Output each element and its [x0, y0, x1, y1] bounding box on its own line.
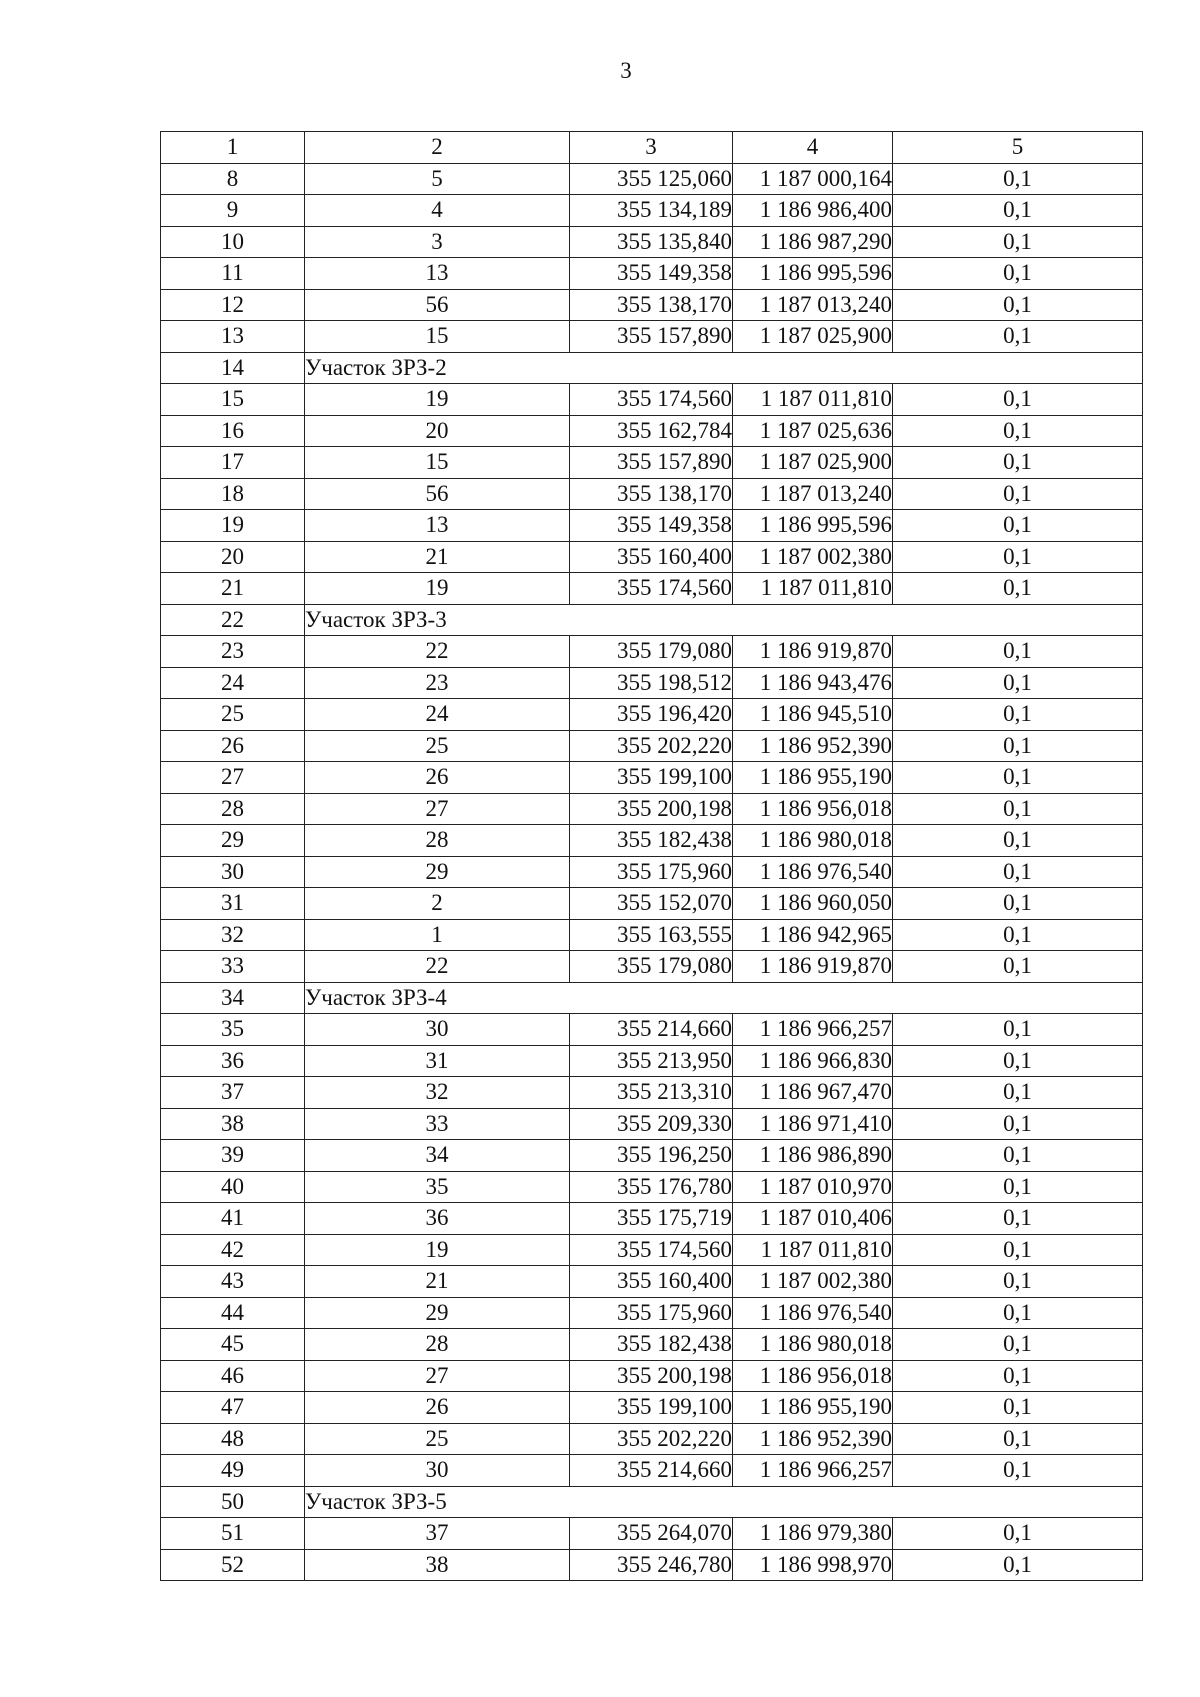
header-cell-2: 2 [305, 132, 570, 164]
accuracy-cell: 0,1 [893, 478, 1143, 510]
point-number-cell: 33 [305, 1108, 570, 1140]
accuracy-cell: 0,1 [893, 1108, 1143, 1140]
accuracy-cell: 0,1 [893, 1140, 1143, 1172]
x-coordinate-cell: 355 152,070 [570, 888, 733, 920]
y-coordinate-cell: 1 186 987,290 [733, 226, 893, 258]
x-coordinate-cell: 355 160,400 [570, 1266, 733, 1298]
row-number-cell: 12 [161, 289, 305, 321]
y-coordinate-cell: 1 186 995,596 [733, 258, 893, 290]
table-row [161, 1140, 1143, 1172]
table-row [161, 919, 1143, 951]
x-coordinate-cell: 355 182,438 [570, 1329, 733, 1361]
point-number-cell: 56 [305, 289, 570, 321]
row-number-cell: 43 [161, 1266, 305, 1298]
x-coordinate-cell: 355 174,560 [570, 1234, 733, 1266]
point-number-cell: 27 [305, 1360, 570, 1392]
accuracy-cell: 0,1 [893, 888, 1143, 920]
row-number-cell: 41 [161, 1203, 305, 1235]
y-coordinate-cell: 1 186 966,830 [733, 1045, 893, 1077]
table-row [161, 163, 1143, 195]
x-coordinate-cell: 355 157,890 [570, 447, 733, 479]
point-number-cell: 21 [305, 1266, 570, 1298]
accuracy-cell: 0,1 [893, 1234, 1143, 1266]
table-row [161, 793, 1143, 825]
row-number-cell: 50 [161, 1486, 305, 1518]
coordinates-table-body [161, 132, 1143, 1581]
point-number-cell: 28 [305, 825, 570, 857]
point-number-cell: 21 [305, 541, 570, 573]
row-number-cell: 51 [161, 1518, 305, 1550]
accuracy-cell: 0,1 [893, 825, 1143, 857]
accuracy-cell: 0,1 [893, 195, 1143, 227]
x-coordinate-cell: 355 138,170 [570, 289, 733, 321]
x-coordinate-cell: 355 264,070 [570, 1518, 733, 1550]
header-cell-3: 3 [570, 132, 733, 164]
point-number-cell: 29 [305, 1297, 570, 1329]
accuracy-cell: 0,1 [893, 1392, 1143, 1424]
accuracy-cell: 0,1 [893, 1297, 1143, 1329]
point-number-cell: 22 [305, 951, 570, 983]
x-coordinate-cell: 355 174,560 [570, 573, 733, 605]
table-row [161, 226, 1143, 258]
x-coordinate-cell: 355 199,100 [570, 1392, 733, 1424]
x-coordinate-cell: 355 176,780 [570, 1171, 733, 1203]
point-number-cell: 25 [305, 1423, 570, 1455]
y-coordinate-cell: 1 187 025,900 [733, 321, 893, 353]
section-row [161, 352, 1143, 384]
section-row [161, 982, 1143, 1014]
y-coordinate-cell: 1 186 980,018 [733, 825, 893, 857]
x-coordinate-cell: 355 174,560 [570, 384, 733, 416]
y-coordinate-cell: 1 186 980,018 [733, 1329, 893, 1361]
row-number-cell: 38 [161, 1108, 305, 1140]
header-cell-5: 5 [893, 132, 1143, 164]
accuracy-cell: 0,1 [893, 1014, 1143, 1046]
point-number-cell: 19 [305, 384, 570, 416]
table-row [161, 1360, 1143, 1392]
y-coordinate-cell: 1 186 998,970 [733, 1549, 893, 1581]
accuracy-cell: 0,1 [893, 1455, 1143, 1487]
point-number-cell: 29 [305, 856, 570, 888]
table-row [161, 1203, 1143, 1235]
x-coordinate-cell: 355 160,400 [570, 541, 733, 573]
accuracy-cell: 0,1 [893, 1518, 1143, 1550]
row-number-cell: 52 [161, 1549, 305, 1581]
row-number-cell: 30 [161, 856, 305, 888]
point-number-cell: 26 [305, 762, 570, 794]
row-number-cell: 15 [161, 384, 305, 416]
point-number-cell: 36 [305, 1203, 570, 1235]
y-coordinate-cell: 1 186 952,390 [733, 1423, 893, 1455]
x-coordinate-cell: 355 175,960 [570, 856, 733, 888]
table-row [161, 1077, 1143, 1109]
point-number-cell: 19 [305, 573, 570, 605]
table-row [161, 573, 1143, 605]
row-number-cell: 19 [161, 510, 305, 542]
y-coordinate-cell: 1 186 971,410 [733, 1108, 893, 1140]
table-row [161, 195, 1143, 227]
row-number-cell: 8 [161, 163, 305, 195]
point-number-cell: 31 [305, 1045, 570, 1077]
table-row [161, 1455, 1143, 1487]
point-number-cell: 24 [305, 699, 570, 731]
x-coordinate-cell: 355 149,358 [570, 258, 733, 290]
accuracy-cell: 0,1 [893, 226, 1143, 258]
accuracy-cell: 0,1 [893, 667, 1143, 699]
table-row [161, 730, 1143, 762]
x-coordinate-cell: 355 175,960 [570, 1297, 733, 1329]
accuracy-cell: 0,1 [893, 762, 1143, 794]
point-number-cell: 37 [305, 1518, 570, 1550]
table-row [161, 856, 1143, 888]
point-number-cell: 38 [305, 1549, 570, 1581]
point-number-cell: 4 [305, 195, 570, 227]
point-number-cell: 5 [305, 163, 570, 195]
x-coordinate-cell: 355 246,780 [570, 1549, 733, 1581]
y-coordinate-cell: 1 186 919,870 [733, 636, 893, 668]
section-label-cell: Участок ЗРЗ-2 [305, 352, 1143, 384]
accuracy-cell: 0,1 [893, 1423, 1143, 1455]
row-number-cell: 17 [161, 447, 305, 479]
table-row [161, 1266, 1143, 1298]
section-row [161, 604, 1143, 636]
accuracy-cell: 0,1 [893, 289, 1143, 321]
point-number-cell: 56 [305, 478, 570, 510]
accuracy-cell: 0,1 [893, 541, 1143, 573]
row-number-cell: 40 [161, 1171, 305, 1203]
accuracy-cell: 0,1 [893, 636, 1143, 668]
section-row [161, 1486, 1143, 1518]
accuracy-cell: 0,1 [893, 510, 1143, 542]
x-coordinate-cell: 355 134,189 [570, 195, 733, 227]
table-row [161, 447, 1143, 479]
x-coordinate-cell: 355 138,170 [570, 478, 733, 510]
table-header-row [161, 132, 1143, 164]
point-number-cell: 20 [305, 415, 570, 447]
x-coordinate-cell: 355 196,420 [570, 699, 733, 731]
row-number-cell: 44 [161, 1297, 305, 1329]
accuracy-cell: 0,1 [893, 793, 1143, 825]
y-coordinate-cell: 1 186 919,870 [733, 951, 893, 983]
accuracy-cell: 0,1 [893, 163, 1143, 195]
table-row [161, 478, 1143, 510]
y-coordinate-cell: 1 187 011,810 [733, 573, 893, 605]
y-coordinate-cell: 1 187 013,240 [733, 289, 893, 321]
point-number-cell: 19 [305, 1234, 570, 1266]
x-coordinate-cell: 355 179,080 [570, 636, 733, 668]
point-number-cell: 27 [305, 793, 570, 825]
page-number: 3 [620, 58, 632, 83]
y-coordinate-cell: 1 186 943,476 [733, 667, 893, 699]
x-coordinate-cell: 355 200,198 [570, 1360, 733, 1392]
point-number-cell: 13 [305, 510, 570, 542]
point-number-cell: 34 [305, 1140, 570, 1172]
y-coordinate-cell: 1 186 979,380 [733, 1518, 893, 1550]
row-number-cell: 21 [161, 573, 305, 605]
y-coordinate-cell: 1 186 956,018 [733, 1360, 893, 1392]
point-number-cell: 30 [305, 1014, 570, 1046]
section-label-cell: Участок ЗРЗ-3 [305, 604, 1143, 636]
x-coordinate-cell: 355 162,784 [570, 415, 733, 447]
section-label-cell: Участок ЗРЗ-4 [305, 982, 1143, 1014]
point-number-cell: 15 [305, 447, 570, 479]
y-coordinate-cell: 1 187 002,380 [733, 541, 893, 573]
row-number-cell: 10 [161, 226, 305, 258]
y-coordinate-cell: 1 186 986,400 [733, 195, 893, 227]
row-number-cell: 18 [161, 478, 305, 510]
row-number-cell: 49 [161, 1455, 305, 1487]
table-row [161, 1423, 1143, 1455]
y-coordinate-cell: 1 187 010,970 [733, 1171, 893, 1203]
x-coordinate-cell: 355 199,100 [570, 762, 733, 794]
row-number-cell: 33 [161, 951, 305, 983]
table-row [161, 321, 1143, 353]
row-number-cell: 28 [161, 793, 305, 825]
table-row [161, 1234, 1143, 1266]
y-coordinate-cell: 1 186 955,190 [733, 762, 893, 794]
point-number-cell: 3 [305, 226, 570, 258]
table-row [161, 258, 1143, 290]
row-number-cell: 25 [161, 699, 305, 731]
x-coordinate-cell: 355 202,220 [570, 730, 733, 762]
x-coordinate-cell: 355 135,840 [570, 226, 733, 258]
x-coordinate-cell: 355 209,330 [570, 1108, 733, 1140]
accuracy-cell: 0,1 [893, 1077, 1143, 1109]
table-row [161, 415, 1143, 447]
y-coordinate-cell: 1 187 013,240 [733, 478, 893, 510]
x-coordinate-cell: 355 175,719 [570, 1203, 733, 1235]
y-coordinate-cell: 1 187 010,406 [733, 1203, 893, 1235]
table-row [161, 1108, 1143, 1140]
y-coordinate-cell: 1 186 976,540 [733, 1297, 893, 1329]
row-number-cell: 34 [161, 982, 305, 1014]
table-row [161, 762, 1143, 794]
header-cell-1: 1 [161, 132, 305, 164]
y-coordinate-cell: 1 186 960,050 [733, 888, 893, 920]
y-coordinate-cell: 1 186 956,018 [733, 793, 893, 825]
x-coordinate-cell: 355 125,060 [570, 163, 733, 195]
accuracy-cell: 0,1 [893, 951, 1143, 983]
accuracy-cell: 0,1 [893, 1045, 1143, 1077]
accuracy-cell: 0,1 [893, 321, 1143, 353]
table-row [161, 636, 1143, 668]
row-number-cell: 46 [161, 1360, 305, 1392]
accuracy-cell: 0,1 [893, 856, 1143, 888]
row-number-cell: 37 [161, 1077, 305, 1109]
header-cell-4: 4 [733, 132, 893, 164]
y-coordinate-cell: 1 186 952,390 [733, 730, 893, 762]
row-number-cell: 42 [161, 1234, 305, 1266]
x-coordinate-cell: 355 163,555 [570, 919, 733, 951]
point-number-cell: 25 [305, 730, 570, 762]
x-coordinate-cell: 355 196,250 [570, 1140, 733, 1172]
accuracy-cell: 0,1 [893, 415, 1143, 447]
point-number-cell: 28 [305, 1329, 570, 1361]
row-number-cell: 35 [161, 1014, 305, 1046]
row-number-cell: 36 [161, 1045, 305, 1077]
point-number-cell: 22 [305, 636, 570, 668]
y-coordinate-cell: 1 186 986,890 [733, 1140, 893, 1172]
point-number-cell: 1 [305, 919, 570, 951]
table-row [161, 1549, 1143, 1581]
row-number-cell: 24 [161, 667, 305, 699]
row-number-cell: 22 [161, 604, 305, 636]
table-row [161, 289, 1143, 321]
row-number-cell: 9 [161, 195, 305, 227]
row-number-cell: 23 [161, 636, 305, 668]
row-number-cell: 39 [161, 1140, 305, 1172]
accuracy-cell: 0,1 [893, 1549, 1143, 1581]
y-coordinate-cell: 1 187 011,810 [733, 1234, 893, 1266]
row-number-cell: 14 [161, 352, 305, 384]
accuracy-cell: 0,1 [893, 730, 1143, 762]
table-row [161, 384, 1143, 416]
table-row [161, 541, 1143, 573]
y-coordinate-cell: 1 186 976,540 [733, 856, 893, 888]
accuracy-cell: 0,1 [893, 1360, 1143, 1392]
point-number-cell: 26 [305, 1392, 570, 1424]
row-number-cell: 45 [161, 1329, 305, 1361]
table-row [161, 1014, 1143, 1046]
point-number-cell: 23 [305, 667, 570, 699]
y-coordinate-cell: 1 186 995,596 [733, 510, 893, 542]
y-coordinate-cell: 1 187 000,164 [733, 163, 893, 195]
coordinates-table [160, 131, 1143, 1581]
y-coordinate-cell: 1 187 002,380 [733, 1266, 893, 1298]
row-number-cell: 11 [161, 258, 305, 290]
accuracy-cell: 0,1 [893, 919, 1143, 951]
x-coordinate-cell: 355 200,198 [570, 793, 733, 825]
row-number-cell: 48 [161, 1423, 305, 1455]
table-row [161, 1045, 1143, 1077]
accuracy-cell: 0,1 [893, 699, 1143, 731]
row-number-cell: 13 [161, 321, 305, 353]
y-coordinate-cell: 1 186 945,510 [733, 699, 893, 731]
y-coordinate-cell: 1 186 955,190 [733, 1392, 893, 1424]
row-number-cell: 26 [161, 730, 305, 762]
row-number-cell: 16 [161, 415, 305, 447]
x-coordinate-cell: 355 213,310 [570, 1077, 733, 1109]
x-coordinate-cell: 355 202,220 [570, 1423, 733, 1455]
accuracy-cell: 0,1 [893, 447, 1143, 479]
row-number-cell: 32 [161, 919, 305, 951]
row-number-cell: 31 [161, 888, 305, 920]
y-coordinate-cell: 1 186 966,257 [733, 1455, 893, 1487]
point-number-cell: 2 [305, 888, 570, 920]
accuracy-cell: 0,1 [893, 1329, 1143, 1361]
point-number-cell: 13 [305, 258, 570, 290]
x-coordinate-cell: 355 198,512 [570, 667, 733, 699]
y-coordinate-cell: 1 187 011,810 [733, 384, 893, 416]
point-number-cell: 35 [305, 1171, 570, 1203]
table-row [161, 1329, 1143, 1361]
point-number-cell: 32 [305, 1077, 570, 1109]
table-row [161, 1297, 1143, 1329]
y-coordinate-cell: 1 187 025,900 [733, 447, 893, 479]
accuracy-cell: 0,1 [893, 573, 1143, 605]
y-coordinate-cell: 1 186 942,965 [733, 919, 893, 951]
table-row [161, 888, 1143, 920]
table-row [161, 1518, 1143, 1550]
x-coordinate-cell: 355 149,358 [570, 510, 733, 542]
accuracy-cell: 0,1 [893, 1203, 1143, 1235]
row-number-cell: 20 [161, 541, 305, 573]
row-number-cell: 29 [161, 825, 305, 857]
x-coordinate-cell: 355 214,660 [570, 1455, 733, 1487]
section-label-cell: Участок ЗРЗ-5 [305, 1486, 1143, 1518]
table-row [161, 1392, 1143, 1424]
row-number-cell: 47 [161, 1392, 305, 1424]
y-coordinate-cell: 1 186 967,470 [733, 1077, 893, 1109]
table-row [161, 825, 1143, 857]
x-coordinate-cell: 355 182,438 [570, 825, 733, 857]
table-row [161, 1171, 1143, 1203]
x-coordinate-cell: 355 157,890 [570, 321, 733, 353]
accuracy-cell: 0,1 [893, 258, 1143, 290]
y-coordinate-cell: 1 187 025,636 [733, 415, 893, 447]
table-row [161, 699, 1143, 731]
row-number-cell: 27 [161, 762, 305, 794]
table-row [161, 510, 1143, 542]
accuracy-cell: 0,1 [893, 1266, 1143, 1298]
x-coordinate-cell: 355 214,660 [570, 1014, 733, 1046]
accuracy-cell: 0,1 [893, 1171, 1143, 1203]
point-number-cell: 30 [305, 1455, 570, 1487]
accuracy-cell: 0,1 [893, 384, 1143, 416]
point-number-cell: 15 [305, 321, 570, 353]
y-coordinate-cell: 1 186 966,257 [733, 1014, 893, 1046]
x-coordinate-cell: 355 179,080 [570, 951, 733, 983]
table-row [161, 951, 1143, 983]
x-coordinate-cell: 355 213,950 [570, 1045, 733, 1077]
table-row [161, 667, 1143, 699]
